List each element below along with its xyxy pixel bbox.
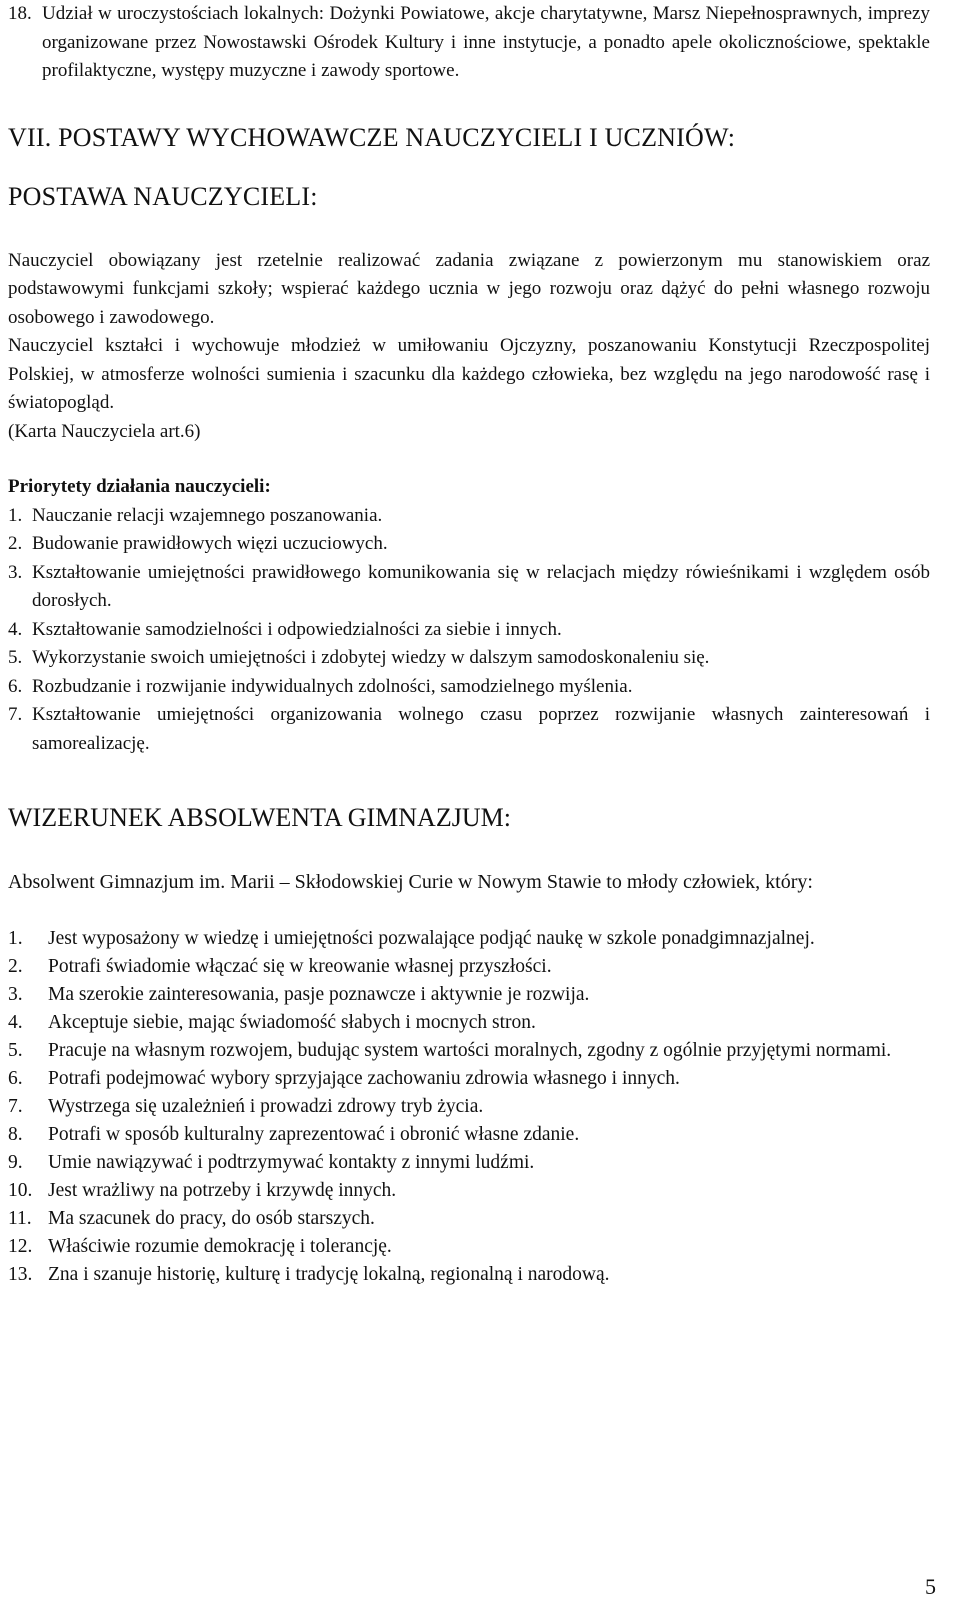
item-text: Nauczanie relacji wzajemnego poszanowania. bbox=[32, 504, 383, 526]
item-text: Wykorzystanie swoich umiejętności i zdobytej wiedzy w dalszym samodoskonaleniu się. bbox=[32, 647, 710, 668]
list-item bbox=[8, 530, 930, 559]
item-text: Właściwie rozumie demokrację i tolerancję. bbox=[48, 1235, 392, 1257]
graduate-list bbox=[8, 925, 930, 1289]
item-text: Wystrzega się uzależnień i prowadzi zdrowy tryb życia. bbox=[48, 1095, 484, 1117]
item-text: Jest wyposażony w wiedzę i umiejętności pozwalające podjąć naukę w szkole ponadgimnazjalnej. bbox=[48, 927, 815, 949]
item-text: Potrafi w sposób kulturalny zaprezentować i obronić własne zdanie. bbox=[48, 1123, 580, 1145]
item-number: 3. bbox=[8, 983, 23, 1005]
list-item bbox=[8, 1065, 930, 1093]
list-item bbox=[8, 1177, 930, 1205]
list-item bbox=[8, 1037, 930, 1065]
item-text: Budowanie prawidłowych więzi uczuciowych. bbox=[32, 533, 388, 554]
list-item bbox=[8, 1121, 930, 1149]
item-number: 1. bbox=[8, 927, 23, 949]
item-number: 7. bbox=[8, 704, 23, 725]
item-number: 8. bbox=[8, 1123, 23, 1145]
item-text: Ma szerokie zainteresowania, pasje poznawcze i aktywnie je rozwija. bbox=[48, 983, 590, 1005]
item-number: 5. bbox=[8, 647, 23, 668]
section-title: VII. POSTAWY WYCHOWAWCZE NAUCZYCIELI I UCZNIÓW: bbox=[8, 122, 736, 152]
item-text: Pracuje na własnym rozwojem, budując system wartości moralnych, zgodny z ogólnie przyjętymi normami. bbox=[48, 1039, 892, 1061]
item-number: 12. bbox=[8, 1235, 33, 1257]
item-number: 3. bbox=[8, 561, 23, 583]
list-item bbox=[8, 981, 930, 1009]
list-item bbox=[8, 616, 930, 645]
document-page bbox=[8, 0, 930, 1289]
item-number: 2. bbox=[8, 533, 23, 554]
list-item bbox=[8, 502, 930, 531]
list-item bbox=[8, 1009, 930, 1037]
item-text: Kształtowanie umiejętności prawidłowego komunikowania się w relacjach między rówieśnikami i względem osób dorosłych. bbox=[32, 561, 930, 611]
list-item bbox=[8, 559, 930, 616]
item-number: 1. bbox=[8, 504, 23, 526]
item-text: Zna i szanuje historię, kulturę i tradycję lokalną, regionalną i narodową. bbox=[48, 1263, 610, 1285]
item-text: Akceptuje siebie, mając świadomość słabych i mocnych stron. bbox=[48, 1011, 536, 1033]
item-number: 4. bbox=[8, 618, 23, 640]
list-item bbox=[8, 1149, 930, 1177]
item-number: 18. bbox=[8, 3, 32, 24]
list-item bbox=[8, 701, 930, 758]
item-text: Jest wrażliwy na potrzeby i krzywdę innych. bbox=[48, 1179, 397, 1201]
list-item bbox=[8, 925, 930, 953]
item-text: Ma szacunek do pracy, do osób starszych. bbox=[48, 1207, 375, 1229]
teacher-heading: POSTAWA NAUCZYCIELI: bbox=[8, 181, 318, 211]
teacher-paragraph-2: Nauczyciel kształci i wychowuje młodzież w umiłowaniu Ojczyzny, poszanowaniu Konstytucji Rzeczpospolitej Polskiej, w atmosferze wolności sumienia i szacunku dla każdego człowieka, bez względu na jego narodowość rasę i światopogląd. bbox=[8, 335, 930, 413]
list-item bbox=[8, 1233, 930, 1261]
graduate-intro: Absolwent Gimnazjum im. Marii – Skłodowskiej Curie w Nowym Stawie to młody człowiek, który: bbox=[8, 871, 813, 893]
item-number: 4. bbox=[8, 1011, 23, 1033]
item-number: 11. bbox=[8, 1207, 32, 1229]
item-number: 6. bbox=[8, 675, 23, 697]
list-item bbox=[8, 0, 930, 86]
teacher-source: (Karta Nauczyciela art.6) bbox=[8, 420, 201, 442]
list-item bbox=[8, 644, 930, 673]
list-item bbox=[8, 1093, 930, 1121]
priorities-heading: Priorytety działania nauczycieli: bbox=[8, 476, 271, 497]
item-number: 5. bbox=[8, 1039, 23, 1061]
item-number: 6. bbox=[8, 1067, 23, 1089]
item-number: 13. bbox=[8, 1263, 33, 1285]
priorities-list bbox=[8, 502, 930, 759]
teacher-paragraph-1: Nauczyciel obowiązany jest rzetelnie realizować zadania związane z powierzonym mu stanowiskiem oraz podstawowymi funkcjami szkoły; wspierać każdego ucznia w jego rozwoju oraz dążyć do pełni własnego rozwoju osobowego i zawodowego. bbox=[8, 249, 930, 328]
item-number: 2. bbox=[8, 955, 23, 977]
list-item bbox=[8, 1205, 930, 1233]
list-item bbox=[8, 1261, 930, 1289]
item-text: Kształtowanie umiejętności organizowania wolnego czasu poprzez rozwijanie własnych zainteresowań i samorealizację. bbox=[32, 704, 930, 754]
item-text: Udział w uroczystościach lokalnych: Dożynki Powiatowe, akcje charytatywne, Marsz Niepełnosprawnych, imprezy organizowane przez Nowostawski Ośrodek Kultury i inne instytucje, a ponadto apele okolicznościowe, spektakle profilaktyczne, występy muzyczne i zawody sportowe. bbox=[42, 3, 930, 81]
item-text: Potrafi podejmować wybory sprzyjające zachowaniu zdrowia własnego i innych. bbox=[48, 1067, 680, 1089]
item-text: Potrafi świadomie włączać się w kreowanie własnej przyszłości. bbox=[48, 955, 552, 977]
list-item bbox=[8, 673, 930, 702]
page-number: 5 bbox=[925, 1574, 936, 1599]
item-text: Rozbudzanie i rozwijanie indywidualnych zdolności, samodzielnego myślenia. bbox=[32, 675, 633, 697]
item-number: 7. bbox=[8, 1095, 23, 1117]
item-text: Kształtowanie samodzielności i odpowiedzialności za siebie i innych. bbox=[32, 618, 562, 640]
item-number: 9. bbox=[8, 1151, 23, 1173]
list-item bbox=[8, 953, 930, 981]
item-number: 10. bbox=[8, 1179, 33, 1201]
graduate-heading: WIZERUNEK ABSOLWENTA GIMNAZJUM: bbox=[8, 803, 511, 832]
item-text: Umie nawiązywać i podtrzymywać kontakty z innymi ludźmi. bbox=[48, 1151, 535, 1173]
